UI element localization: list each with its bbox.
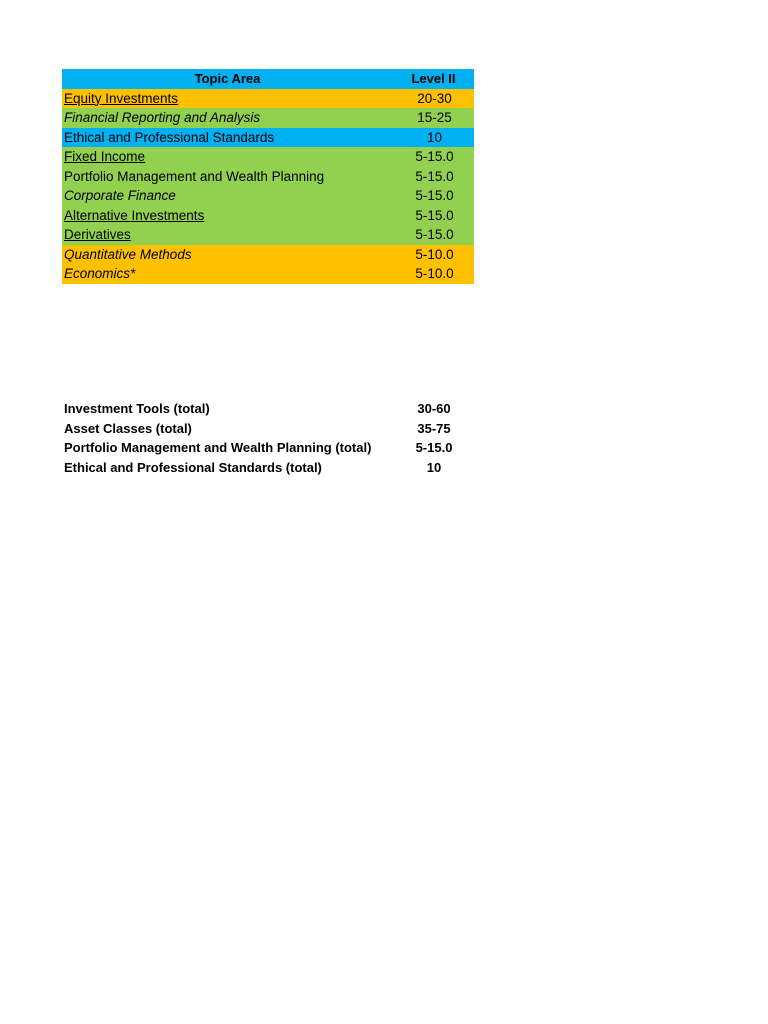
header-level-ii[interactable]: Level II [411, 71, 456, 86]
total-value[interactable]: 35-75 [417, 420, 451, 436]
table-row [62, 245, 474, 265]
level-cell[interactable]: 5-15.0 [415, 188, 454, 203]
total-row [62, 438, 474, 458]
level-cell[interactable]: 5-15.0 [415, 168, 454, 184]
topic-cell[interactable]: Derivatives [64, 227, 131, 242]
table-row [62, 128, 474, 148]
topic-cell[interactable]: Ethical and Professional Standards [64, 129, 275, 145]
table-row [62, 108, 474, 128]
total-label[interactable]: Ethical and Professional Standards (total) [64, 459, 322, 475]
total-label[interactable]: Asset Classes (total) [64, 420, 192, 436]
topic-area-table [62, 69, 474, 284]
table-row [62, 186, 474, 206]
table-row [62, 206, 474, 226]
level-cell[interactable]: 10 [426, 129, 443, 145]
total-value[interactable]: 10 [426, 459, 442, 475]
level-cell[interactable]: 20-30 [417, 90, 452, 106]
total-value[interactable]: 30-60 [417, 401, 451, 416]
total-row [62, 458, 474, 478]
topic-cell[interactable]: Equity Investments [64, 90, 179, 106]
total-label[interactable]: Investment Tools (total) [64, 401, 210, 416]
level-cell[interactable]: 5-15.0 [415, 227, 454, 242]
level-cell[interactable]: 5-10.0 [415, 246, 454, 262]
table-row [62, 147, 474, 167]
total-label[interactable]: Portfolio Management and Wealth Planning (total) [64, 440, 372, 455]
topic-cell[interactable]: Corporate Finance [64, 188, 176, 203]
table-row [62, 167, 474, 187]
topic-cell[interactable]: Portfolio Management and Wealth Planning [64, 168, 325, 184]
table-row [62, 264, 474, 284]
total-value[interactable]: 5-15.0 [415, 440, 453, 455]
level-cell[interactable]: 5-10.0 [415, 266, 454, 281]
topic-cell[interactable]: Quantitative Methods [64, 246, 192, 262]
topic-cell[interactable]: Financial Reporting and Analysis [64, 110, 261, 125]
table-body [62, 89, 474, 284]
totals-section [62, 399, 474, 477]
level-cell[interactable]: 5-15.0 [415, 207, 454, 223]
topic-cell[interactable]: Alternative Investments [64, 207, 205, 223]
total-row [62, 399, 474, 419]
table-row [62, 89, 474, 109]
topic-cell[interactable]: Economics* [64, 266, 136, 281]
level-cell[interactable]: 5-15.0 [415, 149, 454, 164]
table-row [62, 225, 474, 245]
topic-cell[interactable]: Fixed Income [64, 149, 146, 164]
table-header-row [62, 69, 474, 89]
header-topic-area[interactable]: Topic Area [194, 71, 261, 86]
total-row [62, 419, 474, 439]
level-cell[interactable]: 15-25 [417, 110, 452, 125]
